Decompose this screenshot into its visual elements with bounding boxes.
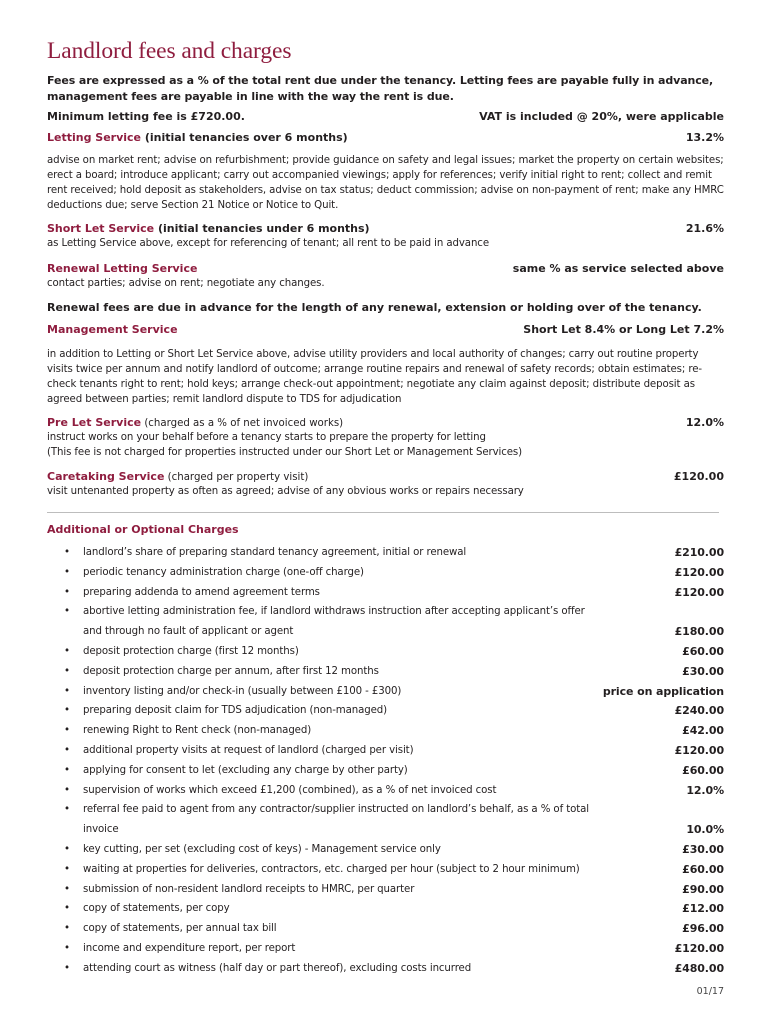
page-footer-code: 01/17 (696, 986, 724, 997)
renewal-row (47, 261, 724, 277)
charge-item (47, 899, 724, 919)
bullet-icon: • (64, 883, 70, 895)
caretaking-name: Caretaking Service (47, 470, 165, 483)
charge-description: copy of statements, per copy (83, 903, 230, 915)
charge-description: preparing addenda to amend agreement terms (83, 586, 320, 598)
bullet-icon: • (64, 784, 70, 796)
charge-price: 10.0% (686, 823, 724, 837)
short-let-name: Short Let Service (47, 222, 155, 235)
bullet-icon: • (64, 586, 70, 598)
charge-description: submission of non-resident landlord receipts to HMRC, per quarter (83, 883, 415, 895)
short-let-description: as Letting Service above, except for referencing of tenant; all rent to be paid in advance (47, 238, 489, 249)
caretaking-description: visit untenanted property as often as agreed; advise of any obvious works or repairs necessary (47, 486, 524, 497)
pre-let-qualifier: (charged as a % of net invoiced works) (141, 418, 344, 429)
charge-description: landlord’s share of preparing standard tenancy agreement, initial or renewal (83, 547, 467, 558)
renewal-name: Renewal Letting Service (47, 262, 198, 275)
section-divider (47, 512, 719, 513)
charge-item (47, 761, 724, 781)
letting-service-description: advise on market rent; advise on refurbishment; provide guidance on safety and legal issues; market the property on certain websites; erect a board; introduce applicant; carry out accompanied viewings; apply for references; verify initial right to rent; collect and remit rent received; hold deposit as stakeholders, advise on tax status; deduct commission; advise on non-payment of rent; make any HMRC deductions due; serve Section 21 Notice or Notice to Quit. (47, 155, 724, 211)
charge-price: £180.00 (674, 625, 724, 639)
charge-price: £90.00 (682, 882, 724, 896)
charge-item (47, 860, 724, 880)
charge-item (47, 543, 724, 563)
charge-description: referral fee paid to agent from any contractor/supplier instructed on landlord’s behalf, as a % of total invoice (83, 804, 589, 836)
page-title: Landlord fees and charges (47, 38, 292, 64)
caretaking-row (47, 469, 724, 485)
charge-description: supervision of works which exceed £1,200 (combined), as a % of net invoiced cost (83, 784, 497, 796)
pre-let-row (47, 415, 724, 431)
charge-item (47, 662, 724, 682)
charge-price: £12.00 (682, 902, 724, 916)
charge-price: £480.00 (674, 961, 724, 975)
charge-description: income and expenditure report, per report (83, 942, 296, 954)
letting-service-value: 13.2% (685, 131, 724, 144)
bullet-icon: • (64, 903, 70, 915)
charge-price: £60.00 (682, 644, 724, 658)
charge-price: £42.00 (682, 724, 724, 738)
bullet-icon: • (64, 665, 70, 677)
additional-charges-list (47, 543, 724, 979)
charge-description: applying for consent to let (excluding any charge by other party) (83, 764, 408, 776)
charge-item (47, 563, 724, 583)
charge-price: £60.00 (682, 862, 724, 876)
charge-price: £60.00 (682, 763, 724, 777)
charge-description: preparing deposit claim for TDS adjudication (non-managed) (83, 705, 388, 717)
charge-description: additional property visits at request of landlord (charged per visit) (83, 744, 414, 756)
management-row (47, 322, 724, 338)
bullet-icon: • (64, 804, 70, 816)
bullet-icon: • (64, 923, 70, 935)
bullet-icon: • (64, 685, 70, 697)
charge-description: attending court as witness (half day or part thereof), excluding costs incurred (83, 962, 472, 974)
charge-item (47, 583, 724, 603)
charge-item (47, 721, 724, 741)
charge-item (47, 701, 724, 721)
pre-let-value: 12.0% (685, 416, 724, 429)
charge-price: 12.0% (686, 783, 724, 797)
charge-price: £120.00 (674, 743, 724, 757)
bullet-icon: • (64, 843, 70, 855)
renewal-note (47, 300, 724, 316)
pre-let-line-1: instruct works on your behalf before a tenancy starts to prepare the property for letting (47, 432, 486, 443)
charge-description: periodic tenancy administration charge (one-off charge) (83, 566, 364, 578)
charge-item (47, 919, 724, 939)
charge-price: £96.00 (682, 922, 724, 936)
bullet-icon: • (64, 606, 70, 618)
charge-item (47, 840, 724, 860)
charge-price: £120.00 (674, 585, 724, 599)
charge-item (47, 682, 724, 702)
charge-description: key cutting, per set (excluding cost of keys) - Management service only (83, 843, 441, 855)
caretaking-qualifier: (charged per property visit) (164, 472, 309, 483)
additional-charges-title: Additional or Optional Charges (47, 523, 239, 536)
bullet-icon: • (64, 942, 70, 954)
charge-item (47, 800, 724, 840)
bullet-icon: • (64, 764, 70, 776)
letting-service-qualifier: (initial tenancies over 6 months) (141, 131, 348, 144)
bullet-icon: • (64, 744, 70, 756)
minimum-fee: Minimum letting fee is £720.00. (47, 110, 245, 123)
vat-note: VAT is included @ 20%, were applicable (479, 110, 724, 123)
renewal-note-text: Renewal fees are due in advance for the length of any renewal, extension or holding over of the tenancy. (47, 301, 702, 314)
minimum-fee-row (47, 109, 724, 125)
bullet-icon: • (64, 705, 70, 717)
short-let-row (47, 221, 724, 237)
charge-price: £30.00 (682, 842, 724, 856)
charge-item (47, 880, 724, 900)
management-description: in addition to Letting or Short Let Service above, advise utility providers and local authority of changes; carry out routine property visits twice per annum and notify landlord of outcome; arrange routine repairs and renewal of safety records; obtain estimates; re-check tenants right to rent; hold keys; arrange check-out appointment; negotiate any claim against deposit; distribute deposit as agreed between parties; remit landlord dispute to TDS for adjudication (47, 349, 702, 405)
pre-let-name: Pre Let Service (47, 416, 142, 429)
charge-price: £120.00 (674, 565, 724, 579)
short-let-qualifier: (initial tenancies under 6 months) (154, 222, 370, 235)
intro-text: Fees are expressed as a % of the total rent due under the tenancy. Letting fees are payable fully in advance, management fees are payable in line with the way the rent is due. (47, 74, 714, 103)
bullet-icon: • (64, 566, 70, 578)
bullet-icon: • (64, 547, 70, 558)
charge-description: deposit protection charge (first 12 months) (83, 645, 299, 657)
letting-service-name: Letting Service (47, 131, 142, 144)
charge-description: deposit protection charge per annum, after first 12 months (83, 665, 379, 677)
bullet-icon: • (64, 962, 70, 974)
charge-description: abortive letting administration fee, if landlord withdraws instruction after accepting applicant’s offer and through no fault of applicant or agent (83, 606, 585, 638)
charge-price: £240.00 (674, 704, 724, 718)
short-let-value: 21.6% (685, 222, 724, 235)
charge-description: copy of statements, per annual tax bill (83, 923, 277, 935)
charge-item (47, 642, 724, 662)
charge-item (47, 602, 724, 642)
bullet-icon: • (64, 725, 70, 737)
renewal-value: same % as service selected above (512, 262, 724, 275)
bullet-icon: • (64, 645, 70, 657)
charge-price: £210.00 (674, 546, 724, 559)
charge-description: renewing Right to Rent check (non-managed) (83, 725, 312, 737)
renewal-description: contact parties; advise on rent; negotiate any changes. (47, 278, 325, 289)
bullet-icon: • (64, 863, 70, 875)
charge-item (47, 959, 724, 979)
pre-let-line-2: (This fee is not charged for properties instructed under our Short Let or Management Services) (47, 447, 523, 458)
charge-item (47, 741, 724, 761)
charge-price: £120.00 (674, 941, 724, 955)
charge-description: waiting at properties for deliveries, contractors, etc. charged per hour (subject to 2 hour minimum) (83, 863, 580, 875)
management-name: Management Service (47, 323, 178, 336)
charge-price: £30.00 (682, 664, 724, 678)
letting-service-row (47, 130, 724, 146)
caretaking-value: £120.00 (673, 470, 724, 483)
charge-item (47, 939, 724, 959)
management-value: Short Let 8.4% or Long Let 7.2% (523, 323, 724, 336)
charge-item (47, 781, 724, 801)
charge-price: price on application (602, 684, 724, 698)
charge-description: inventory listing and/or check-in (usually between £100 - £300) (83, 685, 402, 697)
